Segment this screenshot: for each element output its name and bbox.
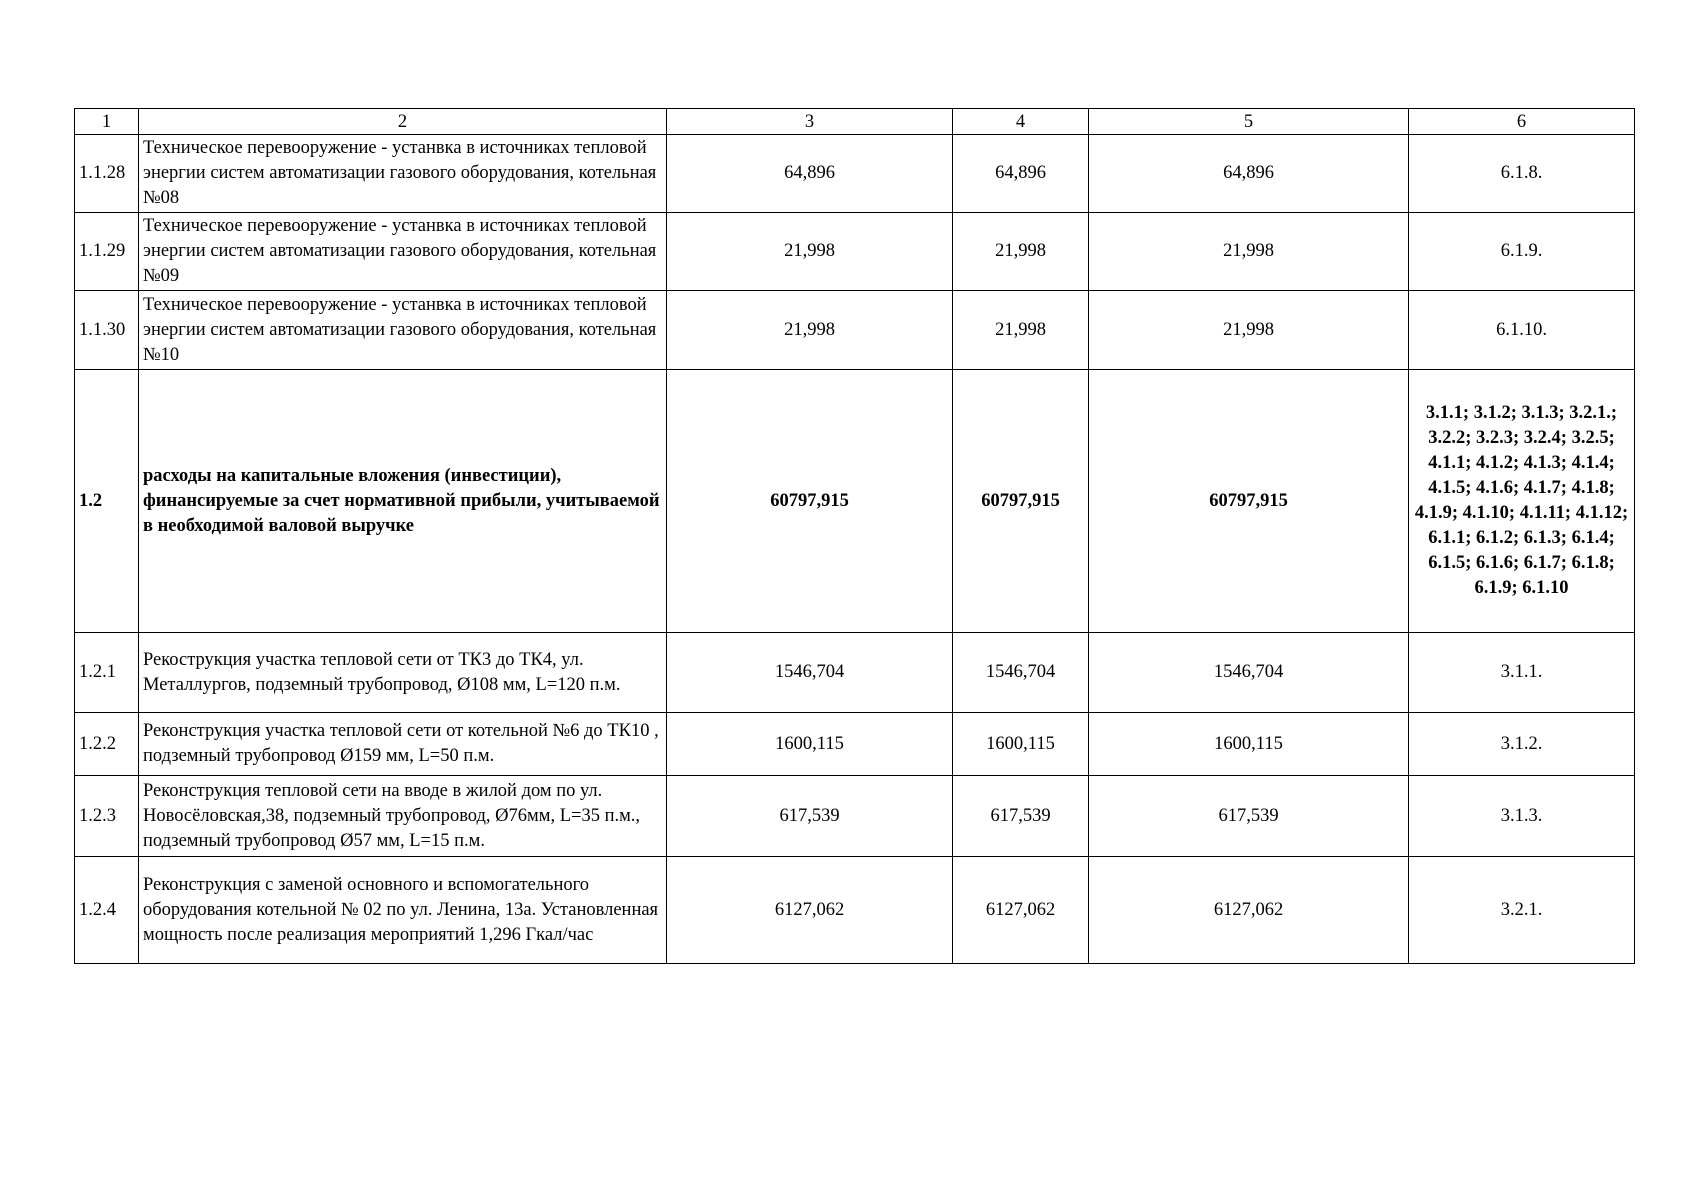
- column-header: 5: [1089, 109, 1409, 135]
- row-value-col3: 617,539: [667, 776, 953, 857]
- row-number: 1.1.29: [75, 213, 139, 291]
- row-reference: 6.1.10.: [1409, 291, 1635, 370]
- row-description: Техническое перевооружение - устанвка в источниках тепловой энергии систем автоматизации газового оборудования, котельная №09: [139, 213, 667, 291]
- column-header: 4: [953, 109, 1089, 135]
- row-value-col5: 60797,915: [1089, 370, 1409, 633]
- column-header: 2: [139, 109, 667, 135]
- row-number: 1.2.1: [75, 633, 139, 713]
- row-value-col4: 21,998: [953, 213, 1089, 291]
- investment-table: [74, 108, 1635, 964]
- column-header: 3: [667, 109, 953, 135]
- table-row: [75, 776, 1635, 857]
- row-value-col5: 64,896: [1089, 135, 1409, 213]
- row-description: Реконструкция тепловой сети на вводе в жилой дом по ул. Новосёловская,38, подземный трубопровод, Ø76мм, L=35 п.м., подземный трубопровод Ø57 мм, L=15 п.м.: [139, 776, 667, 857]
- row-reference: 3.1.1; 3.1.2; 3.1.3; 3.2.1.; 3.2.2; 3.2.3; 3.2.4; 3.2.5; 4.1.1; 4.1.2; 4.1.3; 4.1.4; 4.1.5; 4.1.6; 4.1.7; 4.1.8; 4.1.9; 4.1.10; 4.1.11; 4.1.12; 6.1.1; 6.1.2; 6.1.3; 6.1.4; 6.1.5; 6.1.6; 6.1.7; 6.1.8; 6.1.9; 6.1.10: [1409, 370, 1635, 633]
- row-number: 1.2: [75, 370, 139, 633]
- table-header-row: [75, 109, 1635, 135]
- table-row: [75, 633, 1635, 713]
- row-value-col5: 1546,704: [1089, 633, 1409, 713]
- row-value-col3: 21,998: [667, 213, 953, 291]
- table-row: [75, 857, 1635, 964]
- row-reference: 6.1.9.: [1409, 213, 1635, 291]
- row-description: расходы на капитальные вложения (инвестиции), финансируемые за счет нормативной прибыли, учитываемой в необходимой валовой выручке: [139, 370, 667, 633]
- row-reference: 6.1.8.: [1409, 135, 1635, 213]
- row-number: 1.1.28: [75, 135, 139, 213]
- row-value-col3: 21,998: [667, 291, 953, 370]
- table-row: [75, 291, 1635, 370]
- row-description: Реконструкция с заменой основного и вспомогательного оборудования котельной № 02 по ул. Ленина, 13а. Установленная мощность после реализация мероприятий 1,296 Гкал/час: [139, 857, 667, 964]
- row-description: Техническое перевооружение - устанвка в источниках тепловой энергии систем автоматизации газового оборудования, котельная №10: [139, 291, 667, 370]
- column-header: 1: [75, 109, 139, 135]
- row-number: 1.2.2: [75, 713, 139, 776]
- row-value-col4: 60797,915: [953, 370, 1089, 633]
- row-value-col3: 1546,704: [667, 633, 953, 713]
- row-value-col3: 1600,115: [667, 713, 953, 776]
- row-description: Техническое перевооружение - устанвка в источниках тепловой энергии систем автоматизации газового оборудования, котельная №08: [139, 135, 667, 213]
- table-row: [75, 713, 1635, 776]
- row-description: Рекострукция участка тепловой сети от ТК3 до ТК4, ул. Металлургов, подземный трубопровод, Ø108 мм, L=120 п.м.: [139, 633, 667, 713]
- row-value-col5: 6127,062: [1089, 857, 1409, 964]
- row-number: 1.1.30: [75, 291, 139, 370]
- row-reference: 3.1.3.: [1409, 776, 1635, 857]
- row-value-col4: 1546,704: [953, 633, 1089, 713]
- row-reference: 3.1.2.: [1409, 713, 1635, 776]
- row-value-col5: 21,998: [1089, 213, 1409, 291]
- row-value-col4: 6127,062: [953, 857, 1089, 964]
- row-value-col4: 1600,115: [953, 713, 1089, 776]
- column-header: 6: [1409, 109, 1635, 135]
- row-number: 1.2.4: [75, 857, 139, 964]
- row-number: 1.2.3: [75, 776, 139, 857]
- table-row: [75, 213, 1635, 291]
- row-reference: 3.1.1.: [1409, 633, 1635, 713]
- row-value-col4: 64,896: [953, 135, 1089, 213]
- row-reference: 3.2.1.: [1409, 857, 1635, 964]
- table-row-subtotal: [75, 370, 1635, 633]
- table-row: [75, 135, 1635, 213]
- row-value-col5: 21,998: [1089, 291, 1409, 370]
- row-description: Реконструкция участка тепловой сети от котельной №6 до ТК10 , подземный трубопровод Ø159 мм, L=50 п.м.: [139, 713, 667, 776]
- row-value-col3: 6127,062: [667, 857, 953, 964]
- row-value-col3: 60797,915: [667, 370, 953, 633]
- row-value-col4: 617,539: [953, 776, 1089, 857]
- row-value-col4: 21,998: [953, 291, 1089, 370]
- row-value-col3: 64,896: [667, 135, 953, 213]
- row-value-col5: 1600,115: [1089, 713, 1409, 776]
- row-value-col5: 617,539: [1089, 776, 1409, 857]
